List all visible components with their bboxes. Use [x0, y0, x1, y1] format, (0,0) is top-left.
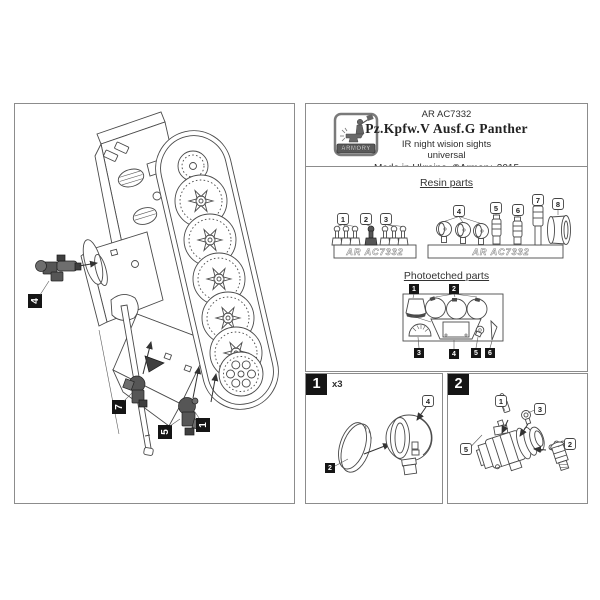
photoetched-parts-title: Photoetched parts	[403, 270, 490, 282]
step-1-number: 1	[306, 374, 327, 395]
product-variant: universal	[427, 150, 466, 161]
resin-parts-diagram	[320, 193, 575, 270]
logo-text: ARMORY	[341, 145, 371, 152]
svg-text:8: 8	[555, 200, 561, 209]
muzzle-brake	[143, 447, 153, 455]
resin-label-5	[491, 203, 502, 214]
resin-part-8	[548, 216, 571, 245]
step1-leader-4	[417, 407, 426, 420]
step-2-number: 2	[448, 374, 469, 395]
svg-text:4: 4	[452, 351, 456, 358]
casting-block-1-text: AR AC7332	[346, 247, 404, 257]
svg-text:2: 2	[567, 440, 573, 449]
step-1-panel	[305, 373, 443, 504]
pe-label-3	[414, 348, 424, 358]
step2-leader-5	[472, 435, 483, 446]
resin-part-6	[513, 217, 522, 244]
resin-label-7	[533, 195, 544, 206]
ir-body-assembly	[470, 410, 550, 479]
resin-small-parts	[332, 226, 408, 245]
product-title: Pz.Kpfw.V Ausf.G Panther	[365, 121, 528, 136]
svg-text:3: 3	[417, 350, 421, 357]
pe-label-5	[471, 348, 481, 358]
resin-label-3	[381, 214, 392, 225]
svg-text:2: 2	[328, 465, 332, 472]
step2-label-5	[461, 444, 472, 455]
pe-label-4	[449, 349, 459, 359]
casting-block-2-text: AR AC7332	[472, 247, 530, 257]
drive-sprocket	[219, 352, 263, 396]
svg-text:5: 5	[463, 445, 469, 454]
svg-text:2: 2	[452, 286, 456, 293]
svg-text:1: 1	[340, 215, 346, 224]
casting-block-1	[332, 214, 416, 259]
svg-text:6: 6	[515, 206, 521, 215]
svg-text:5: 5	[474, 350, 478, 357]
callout-label-4	[28, 294, 42, 308]
panther-tank-drawing	[15, 104, 294, 503]
svg-text:5: 5	[493, 204, 499, 213]
resin-label-4	[454, 206, 465, 217]
pe-label-6	[485, 348, 495, 358]
callout-label-5	[158, 425, 172, 439]
resin-label-6	[513, 205, 524, 216]
resin-label-1	[338, 214, 349, 225]
step2-label-1	[496, 396, 507, 407]
searchlight-part	[386, 415, 432, 475]
ir-device-cluster-4	[36, 255, 82, 281]
step-2-panel	[447, 373, 588, 504]
product-subtitle: IR night wision sights	[401, 139, 492, 150]
leader-line-4	[40, 281, 49, 295]
step1-label-2	[325, 463, 335, 473]
svg-text:4: 4	[456, 207, 462, 216]
svg-text:6: 6	[488, 350, 492, 357]
parts-panel	[305, 166, 588, 372]
resin-label-8	[553, 199, 564, 210]
svg-text:1: 1	[498, 397, 504, 406]
callout-text-1: 1	[198, 422, 209, 428]
resin-part-5	[492, 215, 501, 244]
resin-label-2	[361, 214, 372, 225]
header-panel	[305, 103, 588, 167]
casting-block-2	[428, 195, 571, 259]
callout-label-1	[196, 418, 210, 432]
svg-text:7: 7	[535, 196, 541, 205]
resin-part-7	[533, 201, 543, 245]
pe-label-1	[409, 284, 419, 294]
svg-text:3: 3	[537, 405, 543, 414]
pe-disc-part	[333, 419, 377, 476]
svg-text:3: 3	[383, 215, 389, 224]
callout-text-5: 5	[160, 429, 171, 435]
step2-label-2	[565, 439, 576, 450]
resin-parts-title: Resin parts	[419, 177, 474, 189]
svg-text:2: 2	[363, 215, 369, 224]
callout-label-7	[112, 400, 126, 414]
step1-label-4	[423, 396, 434, 407]
header-text-block	[306, 109, 587, 174]
callout-text-7: 7	[114, 404, 125, 410]
svg-text:1: 1	[412, 286, 416, 293]
pe-fret-parts	[406, 296, 497, 340]
step2-label-3	[535, 404, 546, 415]
photoetched-parts-diagram	[320, 284, 575, 364]
assembly-diagram-panel	[14, 103, 295, 504]
svg-text:4: 4	[425, 397, 431, 406]
resin-searchlights	[437, 222, 489, 245]
product-code: AR AC7332	[421, 109, 472, 120]
step-1-quantity: x3	[332, 379, 343, 390]
pe-label-2	[449, 284, 459, 294]
callout-text-4: 4	[30, 298, 41, 304]
